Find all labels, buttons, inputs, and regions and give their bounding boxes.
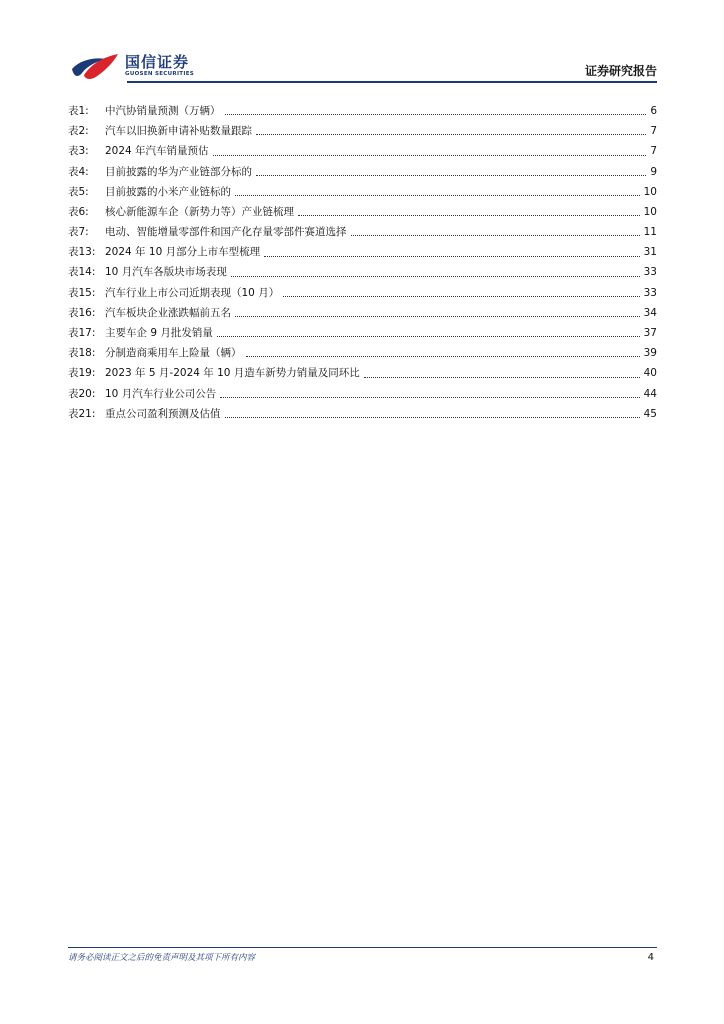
toc-entry-title: 分制造商乘用车上险量（辆） (105, 347, 242, 360)
toc-dot-leader (298, 215, 640, 216)
toc-dot-leader (235, 316, 640, 317)
toc-entry[interactable] (68, 121, 657, 141)
toc-entry-page: 10 (643, 205, 657, 218)
toc-entry-number: 表14: (68, 266, 96, 279)
toc-dot-leader (256, 175, 646, 176)
toc-dot-leader (235, 195, 640, 196)
toc-entry-title: 10 月汽车行业公司公告 (105, 387, 217, 400)
toc-entry[interactable] (68, 202, 657, 222)
toc-entry[interactable] (68, 404, 657, 424)
toc-entry-title: 主要车企 9 月批发销量 (105, 327, 213, 340)
logo-chinese-name: 国信证券 (125, 53, 190, 71)
toc-entry-number: 表6: (68, 205, 89, 218)
toc-entry-title: 核心新能源车企（新势力等）产业链梳理 (105, 205, 294, 218)
toc-entry-page: 10 (643, 185, 657, 198)
toc-entry[interactable] (68, 263, 657, 283)
toc-entry-page: 44 (643, 387, 657, 400)
toc-entry-page: 31 (643, 246, 657, 259)
toc-entry-title: 汽车以旧换新申请补贴数量跟踪 (105, 125, 252, 138)
toc-entry[interactable] (68, 222, 657, 242)
toc-dot-leader (364, 377, 640, 378)
toc-entry-page: 34 (643, 306, 657, 319)
toc-entry-title: 电动、智能增量零部件和国产化存量零部件赛道选择 (105, 226, 347, 239)
toc-dot-leader (231, 276, 640, 277)
toc-entry-page: 37 (643, 327, 657, 340)
toc-entry-page: 7 (650, 125, 657, 138)
toc-entry[interactable] (68, 303, 657, 323)
toc-entry-title: 汽车板块企业涨跌幅前五名 (105, 306, 231, 319)
toc-entry-number: 表17: (68, 327, 96, 340)
toc-entry-page: 33 (643, 266, 657, 279)
toc-entry[interactable] (68, 323, 657, 343)
toc-entry-page: 9 (650, 165, 657, 178)
toc-entry-title: 中汽协销量预测（万辆） (105, 104, 221, 117)
toc-dot-leader (225, 417, 640, 418)
toc-entry-number: 表21: (68, 407, 96, 420)
toc-entry-number: 表5: (68, 185, 89, 198)
toc-entry-title: 目前披露的小米产业链标的 (105, 185, 231, 198)
toc-entry-number: 表1: (68, 104, 89, 117)
toc-dot-leader (283, 296, 639, 297)
toc-dot-leader (217, 336, 640, 337)
toc-entry-title: 2023 年 5 月-2024 年 10 月造车新势力销量及同环比 (105, 367, 360, 380)
toc-dot-leader (256, 134, 646, 135)
toc-entry-number: 表4: (68, 165, 89, 178)
logo-english-name: GUOSEN SECURITIES (125, 71, 195, 77)
toc-entry[interactable] (68, 141, 657, 161)
toc-entry-number: 表15: (68, 286, 96, 299)
page-header (68, 48, 657, 84)
toc-entry[interactable] (68, 101, 657, 121)
toc-entry-number: 表3: (68, 145, 89, 158)
toc-entry[interactable] (68, 242, 657, 262)
toc-entry-title: 10 月汽车各版块市场表现 (105, 266, 227, 279)
toc-dot-leader (213, 155, 647, 156)
page-number: 4 (647, 952, 654, 963)
guosen-logo-icon (70, 51, 122, 81)
toc-entry[interactable] (68, 162, 657, 182)
toc-entry-page: 33 (643, 286, 657, 299)
toc-entry[interactable] (68, 343, 657, 363)
toc-entry-title: 重点公司盈利预测及估值 (105, 407, 221, 420)
report-type-label: 证券研究报告 (584, 64, 657, 78)
toc-entry-number: 表18: (68, 347, 96, 360)
toc-dot-leader (220, 397, 639, 398)
toc-dot-leader (351, 235, 640, 236)
toc-entry-number: 表2: (68, 125, 89, 138)
toc-entry-page: 6 (650, 104, 657, 117)
footer-divider (68, 947, 657, 948)
toc-entry-page: 40 (643, 367, 657, 380)
footer-disclaimer: 请务必阅读正文之后的免责声明及其项下所有内容 (68, 953, 256, 963)
toc-entry-title: 2024 年汽车销量预估 (105, 145, 209, 158)
toc-entry-title: 目前披露的华为产业链部分标的 (105, 165, 252, 178)
toc-entry[interactable] (68, 182, 657, 202)
toc-entry[interactable] (68, 363, 657, 383)
header-divider (127, 81, 657, 83)
toc-entry-number: 表16: (68, 306, 96, 319)
company-logo (68, 48, 218, 82)
toc-entry-title: 汽车行业上市公司近期表现（10 月） (105, 286, 280, 299)
toc-entry-page: 11 (643, 226, 657, 239)
toc-entry-page: 7 (650, 145, 657, 158)
toc-entry-number: 表20: (68, 387, 96, 400)
toc-entry-number: 表19: (68, 367, 96, 380)
toc-dot-leader (246, 356, 640, 357)
toc-entry-title: 2024 年 10 月部分上市车型梳理 (105, 246, 261, 259)
table-of-tables (68, 101, 657, 424)
toc-entry-page: 45 (643, 407, 657, 420)
toc-entry[interactable] (68, 283, 657, 303)
toc-entry-number: 表7: (68, 226, 89, 239)
toc-dot-leader (225, 114, 647, 115)
toc-entry-number: 表13: (68, 246, 96, 259)
toc-dot-leader (264, 256, 640, 257)
toc-entry[interactable] (68, 384, 657, 404)
toc-entry-page: 39 (643, 347, 657, 360)
